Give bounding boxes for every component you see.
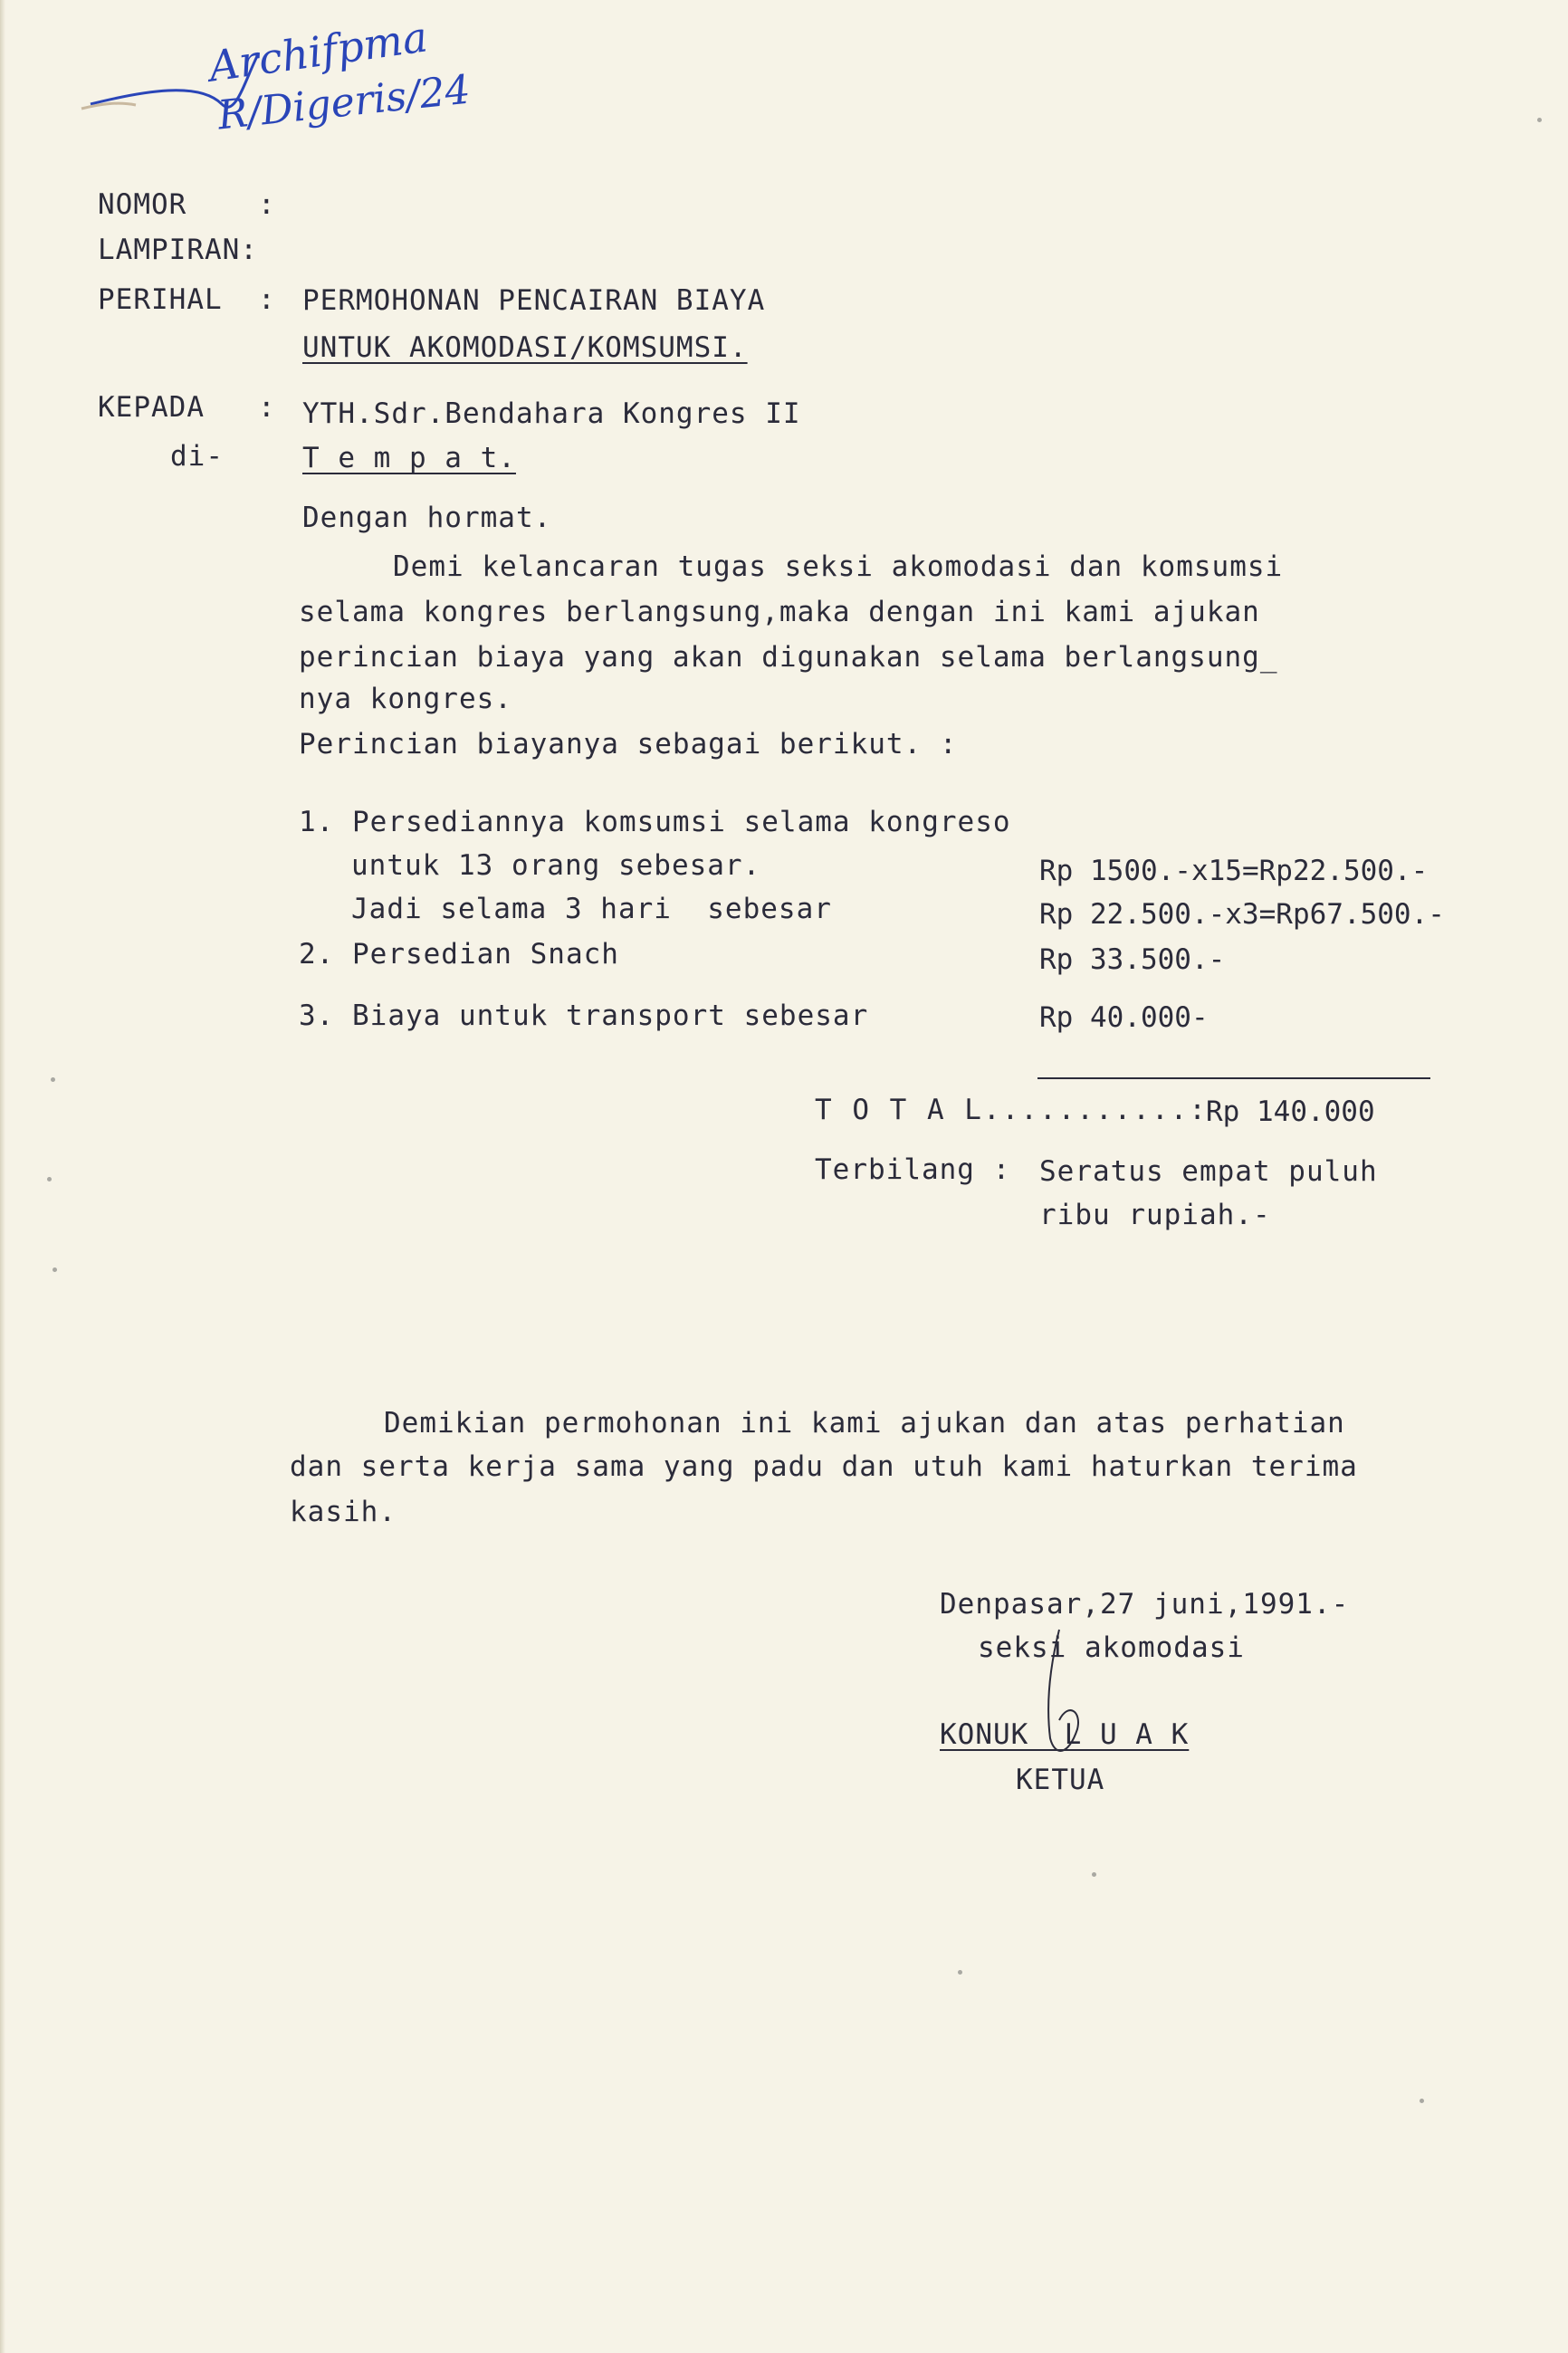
- item-1-line-3: Jadi selama 3 hari sebesar: [351, 893, 832, 925]
- signatory-name: KONUK L U A K: [940, 1718, 1190, 1751]
- tempat: T e m p a t.: [302, 442, 516, 474]
- kepada-value: YTH.Sdr.Bendahara Kongres II: [302, 397, 801, 430]
- total-label: T O T A L...........:: [815, 1094, 1208, 1126]
- paper-speck: [47, 1177, 52, 1181]
- item-3-amount: Rp 40.000-: [1039, 1001, 1209, 1034]
- paragraph-1-line-3: perincian biaya yang akan digunakan selama berlangsung_: [299, 641, 1278, 674]
- place-date: Denpasar,27 juni,1991.-: [940, 1588, 1350, 1621]
- paper-speck: [1092, 1872, 1096, 1877]
- item-3: 3. Biaya untuk transport sebesar: [299, 1000, 869, 1032]
- closing-line-3: kasih.: [290, 1496, 397, 1528]
- item-1-amount-1: Rp 1500.-x15=Rp22.500.-: [1039, 855, 1429, 887]
- handwritten-line-1: Archifpma: [206, 12, 431, 91]
- paragraph-1-line-1: Demi kelancaran tugas seksi akomodasi dan komsumsi: [393, 550, 1284, 583]
- terbilang-line-1: Seratus empat puluh: [1039, 1155, 1378, 1188]
- item-2-amount: Rp 33.500.-: [1039, 943, 1226, 976]
- item-1-amount-2: Rp 22.500.-x3=Rp67.500.-: [1039, 898, 1445, 931]
- handwritten-line-2: R/Digeris/24: [215, 66, 473, 139]
- signature-unit: seksi akomodasi: [978, 1631, 1245, 1664]
- paper-speck: [53, 1267, 57, 1272]
- paper-speck: [1537, 118, 1542, 122]
- salutation: Dengan hormat.: [302, 502, 552, 534]
- paper-speck: [958, 1970, 962, 1975]
- item-1-line-2: untuk 13 orang sebesar.: [351, 849, 761, 882]
- paragraph-1-line-4: nya kongres.: [299, 683, 512, 715]
- lampiran-label: LAMPIRAN:: [98, 234, 258, 266]
- paper-speck: [51, 1077, 55, 1082]
- perihal-line-1: PERMOHONAN PENCAIRAN BIAYA: [302, 284, 766, 317]
- closing-line-2: dan serta kerja sama yang padu dan utuh kami haturkan terima: [290, 1450, 1358, 1483]
- perihal-label: PERIHAL :: [98, 283, 276, 316]
- kepada-label: KEPADA :: [98, 391, 276, 424]
- paper-edge: [0, 0, 5, 2353]
- terbilang-label: Terbilang :: [815, 1153, 1011, 1186]
- di-label: di-: [170, 440, 224, 473]
- total-amount: Rp 140.000: [1206, 1095, 1375, 1128]
- item-2: 2. Persedian Snach: [299, 938, 619, 971]
- paper-speck: [1420, 2099, 1424, 2103]
- terbilang-line-2: ribu rupiah.-: [1039, 1199, 1271, 1231]
- perihal-line-2: UNTUK AKOMODASI/KOMSUMSI.: [302, 331, 748, 364]
- total-rule: [1037, 1077, 1430, 1079]
- signatory-title: KETUA: [1016, 1764, 1105, 1796]
- paragraph-2: Perincian biayanya sebagai berikut. :: [299, 728, 958, 760]
- closing-line-1: Demikian permohonan ini kami ajukan dan atas perhatian: [384, 1407, 1345, 1440]
- nomor-label: NOMOR :: [98, 188, 276, 221]
- paragraph-1-line-2: selama kongres berlangsung,maka dengan ini kami ajukan: [299, 596, 1260, 628]
- item-1-line-1: 1. Persediannya komsumsi selama kongreso: [299, 806, 1011, 838]
